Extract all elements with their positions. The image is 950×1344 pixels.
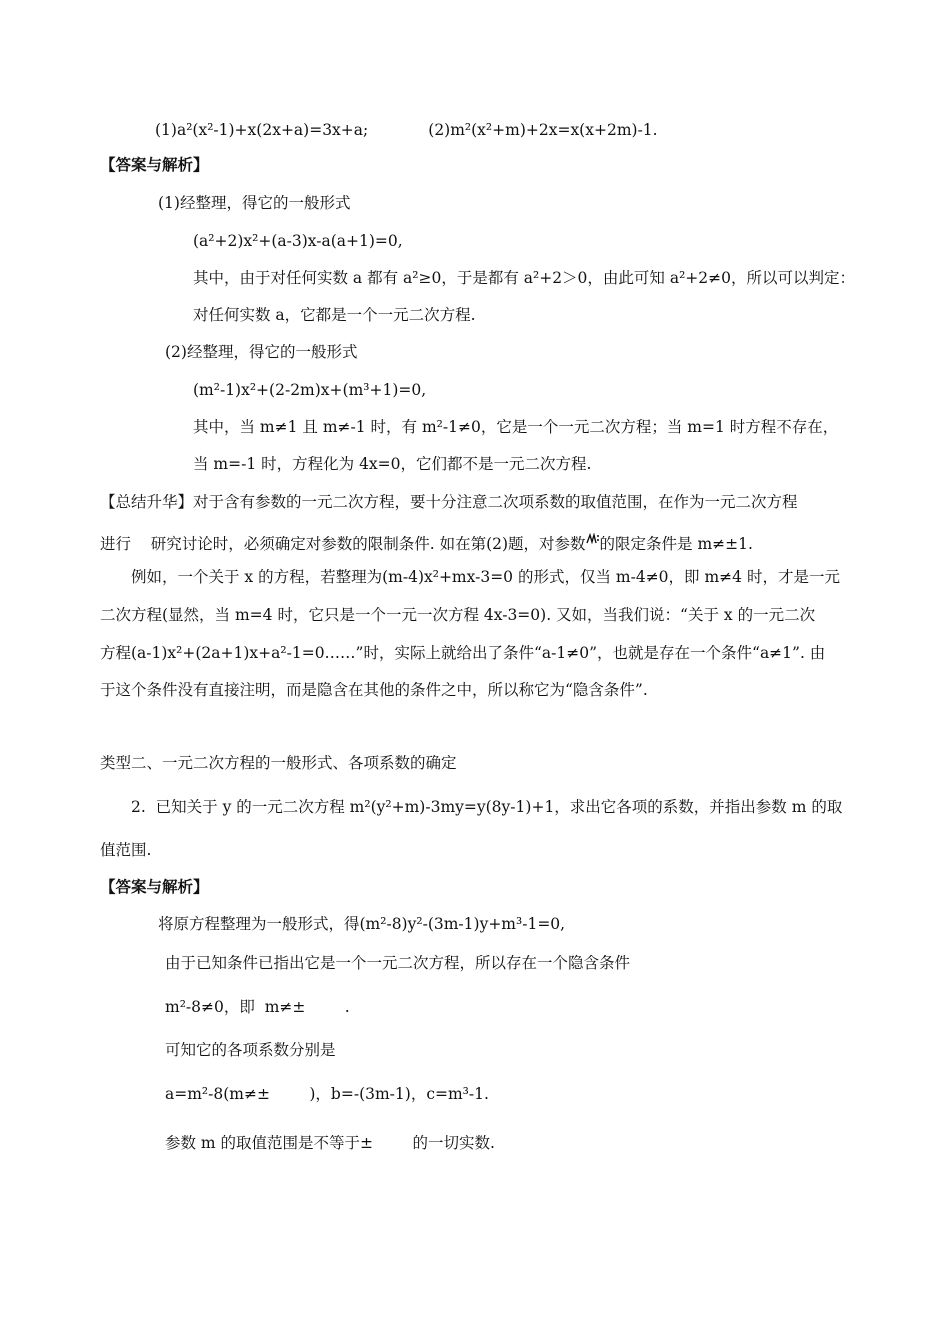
equation-2: (2)m²(x²+m)+2x=x(x+2m)-1. (428, 121, 658, 139)
answer2-line-3: m²-8≠0，即 m≠± . (165, 998, 350, 1016)
answer2-line-2: 由于已知条件已指出它是一个一元二次方程，所以存在一个隐含条件 (165, 954, 631, 972)
part2-title: (2)经整理，得它的一般形式 (165, 343, 358, 361)
summary-line-1: 【总结升华】对于含有参数的一元二次方程，要十分注意二次项系数的取值范围，在作为一元二次方程 (100, 493, 798, 511)
summary-line-2-b: 的限定条件是 m≠±1. (599, 535, 753, 553)
question2-line-2: 值范围. (100, 841, 152, 859)
part2-explanation-2: 当 m=-1 时，方程化为 4x=0，它们都不是一元二次方程. (193, 455, 592, 473)
answer2-line-6: 参数 m 的取值范围是不等于± 的一切实数. (165, 1134, 495, 1152)
summary-para-3: 方程(a-1)x²+(2a+1)x+a²-1=0……”时，实际上就给出了条件“a-1≠0”，也就是存在一个条件“a≠1”. 由 (100, 644, 826, 662)
answer2-line-5: a=m²-8(m≠± )，b=-(3m-1)，c=m³-1. (165, 1085, 489, 1103)
parameter-glyph-icon (586, 530, 600, 542)
part2-equation: (m²-1)x²+(2-2m)x+(m³+1)=0, (193, 381, 427, 399)
summary-para-1: 例如，一个关于 x 的方程，若整理为(m-4)x²+mx-3=0 的形式，仅当 m-4≠0，即 m≠4 时，才是一元 (131, 568, 840, 586)
answer2-line-1: 将原方程整理为一般形式，得(m²-8)y²-(3m-1)y+m³-1=0, (158, 915, 566, 933)
problem1-equations (155, 120, 658, 140)
summary-line-2-a: 进行 研究讨论时，必须确定对参数的限制条件. 如在第(2)题，对参数 (100, 535, 586, 553)
part2-explanation-1: 其中，当 m≠1 且 m≠-1 时，有 m²-1≠0，它是一个一元二次方程；当 m=1 时方程不存在， (193, 418, 839, 436)
summary-para-2: 二次方程(显然，当 m=4 时，它只是一个一元一次方程 4x-3=0). 又如，当我们说：“关于 x 的一元二次 (100, 606, 816, 624)
question2-line-1: 2. 已知关于 y 的一元二次方程 m²(y²+m)-3my=y(8y-1)+1，求出它各项的系数，并指出参数 m 的取 (131, 798, 843, 816)
equation-1: (1)a²(x²-1)+x(2x+a)=3x+a; (155, 121, 369, 139)
answer2-line-4: 可知它的各项系数分别是 (165, 1041, 336, 1059)
type2-title: 类型二、一元二次方程的一般形式、各项系数的确定 (100, 754, 457, 772)
part1-title: (1)经整理，得它的一般形式 (158, 194, 351, 212)
part1-equation: (a²+2)x²+(a-3)x-a(a+1)=0, (193, 232, 403, 250)
answer-heading-1: 【答案与解析】 (100, 155, 209, 174)
answer-heading-2: 【答案与解析】 (100, 877, 209, 896)
part1-explanation-2: 对任何实数 a，它都是一个一元二次方程. (193, 306, 476, 324)
summary-para-4: 于这个条件没有直接注明，而是隐含在其他的条件之中，所以称它为“隐含条件”. (100, 681, 648, 699)
summary-line-2 (100, 530, 753, 554)
part1-explanation-1: 其中，由于对任何实数 a 都有 a²≥0，于是都有 a²+2＞0，由此可知 a²+2≠0，所以可以判定： (193, 269, 855, 287)
